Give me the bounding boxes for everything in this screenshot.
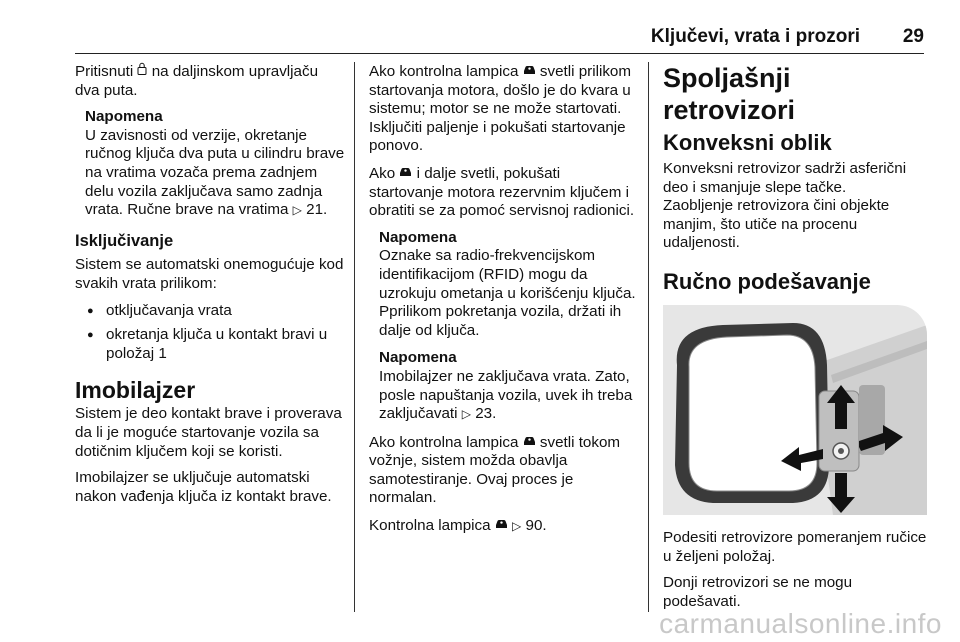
note-box: Napomena U zavisnosti od verzije, okretanje ručnog ključa dva puta u cilindru brave na vratima vozača prema zadnjem delu vozila zaključava samo zadnja vrata. Ručne brave na vratima ▷ 21. [85, 108, 345, 219]
immobilizer-heading: Imobilajzer [75, 377, 196, 404]
watermark: carmanualsonline.info [659, 608, 942, 639]
car-key-icon [523, 433, 536, 452]
paragraph: Kontrolna lampica ▷ 90. [369, 517, 547, 535]
subsection-heading: Ručno podešavanje [663, 268, 871, 294]
list-item: ● otključavanja vrata [75, 302, 345, 321]
paragraph: Sistem je deo kontakt brave i proverava da li je moguće startovanje vozila sa dotičnim ključem koji se koristi. [75, 405, 342, 460]
bullet-list [75, 302, 345, 364]
car-key-icon [399, 164, 412, 183]
car-key-icon [523, 62, 536, 81]
subsection-heading: Konveksni oblik [663, 130, 832, 155]
paragraph: Ako kontrolna lampica svetli tokom vožnje, sistem možda obavlja samotestiranje. Ovaj proces je normalan. [369, 433, 621, 507]
note-text: U zavisnosti od verzije, okretanje ručnog ključa dva puta u cilindru brave na vratima vozača prema zadnjem delu vozila zaključava samo zadnja vrata. Ručne brave na vratima ▷ 21. [85, 126, 345, 219]
page-reference-link[interactable]: 23. [475, 405, 497, 423]
paragraph: Ako kontrolna lampica svetli prilikom startovanja motora, došlo je do kvara u sistemu; motor se ne može startovati. Isključiti paljenje i pokušati startovanje ponovo. [369, 63, 632, 155]
column-divider [354, 62, 355, 612]
column-2 [369, 62, 637, 544]
paragraph: Imobilajzer se uključuje automatski nakon vađenja ključa iz kontakt brave. [75, 469, 332, 505]
mirror-illustration-svg [663, 305, 927, 515]
column-1 [75, 62, 345, 514]
column-divider [648, 62, 649, 612]
list-item: ● okretanja ključa u kontakt bravi u položaj 1 [75, 326, 345, 363]
page-reference-link[interactable]: 21. [306, 201, 328, 219]
section-text: Sistem se automatski onemogućuje kod svakih vrata prilikom: [75, 256, 344, 292]
lock-icon [137, 62, 147, 81]
intro-paragraph: Pritisnuti na daljinskom upravljaču dva puta. [75, 63, 319, 99]
paragraph: Ako i dalje svetli, pokušati startovanje motora rezervnim ključem i obratiti se za pomoć servisnoj radionici. [369, 164, 635, 220]
note-box: Napomena Oznake sa radio-frekvencijskom identifikacijom (RFID) mogu da uzrokuju ometanja u korišćenju ključa. Pprilikom pokretanja vozila, držati ih dalje od ključa. [379, 228, 636, 339]
section-title: Spoljašnji retrovizori [663, 63, 796, 125]
section-heading: Isključivanje [75, 231, 174, 250]
page-reference-link[interactable]: 90. [525, 517, 547, 535]
note-box: Napomena Imobilajzer ne zaključava vrata. Zato, posle napuštanja vozila, uvek ih treba zaključavati ▷ 23. [369, 349, 637, 423]
paragraph: Podesiti retrovizore pomeranjem ručice u željeni položaj. [663, 528, 927, 565]
page-reference-icon: ▷ [461, 407, 471, 422]
paragraph: Konveksni retrovizor sadrži asferični deo i smanjuje slepe tačke. [663, 160, 907, 196]
paragraph: Donji retrovizori se ne mogu podešavati. [663, 574, 853, 610]
mirror-adjustment-illustration [663, 305, 927, 515]
page-reference-icon: ▷ [512, 519, 522, 534]
column-3 [663, 62, 928, 619]
chapter-title: Ključevi, vrata i prozori [650, 26, 860, 47]
page-reference-icon: ▷ [292, 203, 302, 218]
car-key-icon [495, 516, 508, 535]
page-header [75, 24, 924, 54]
paragraph: Zaobljenje retrovizora čini objekte manjim, što utiče na procenu udaljenosti. [663, 197, 890, 252]
note-text: Imobilajzer ne zaključava vrata. Zato, posle napuštanja vozila, uvek ih treba zaključavati ▷ 23. [379, 367, 633, 423]
page-number: 29 [902, 26, 924, 47]
note-text: Oznake sa radio-frekvencijskom identifikacijom (RFID) mogu da uzrokuju ometanja u korišćenju ključa. Pprilikom pokretanja vozila, držati ih dalje od ključa. [379, 247, 636, 339]
